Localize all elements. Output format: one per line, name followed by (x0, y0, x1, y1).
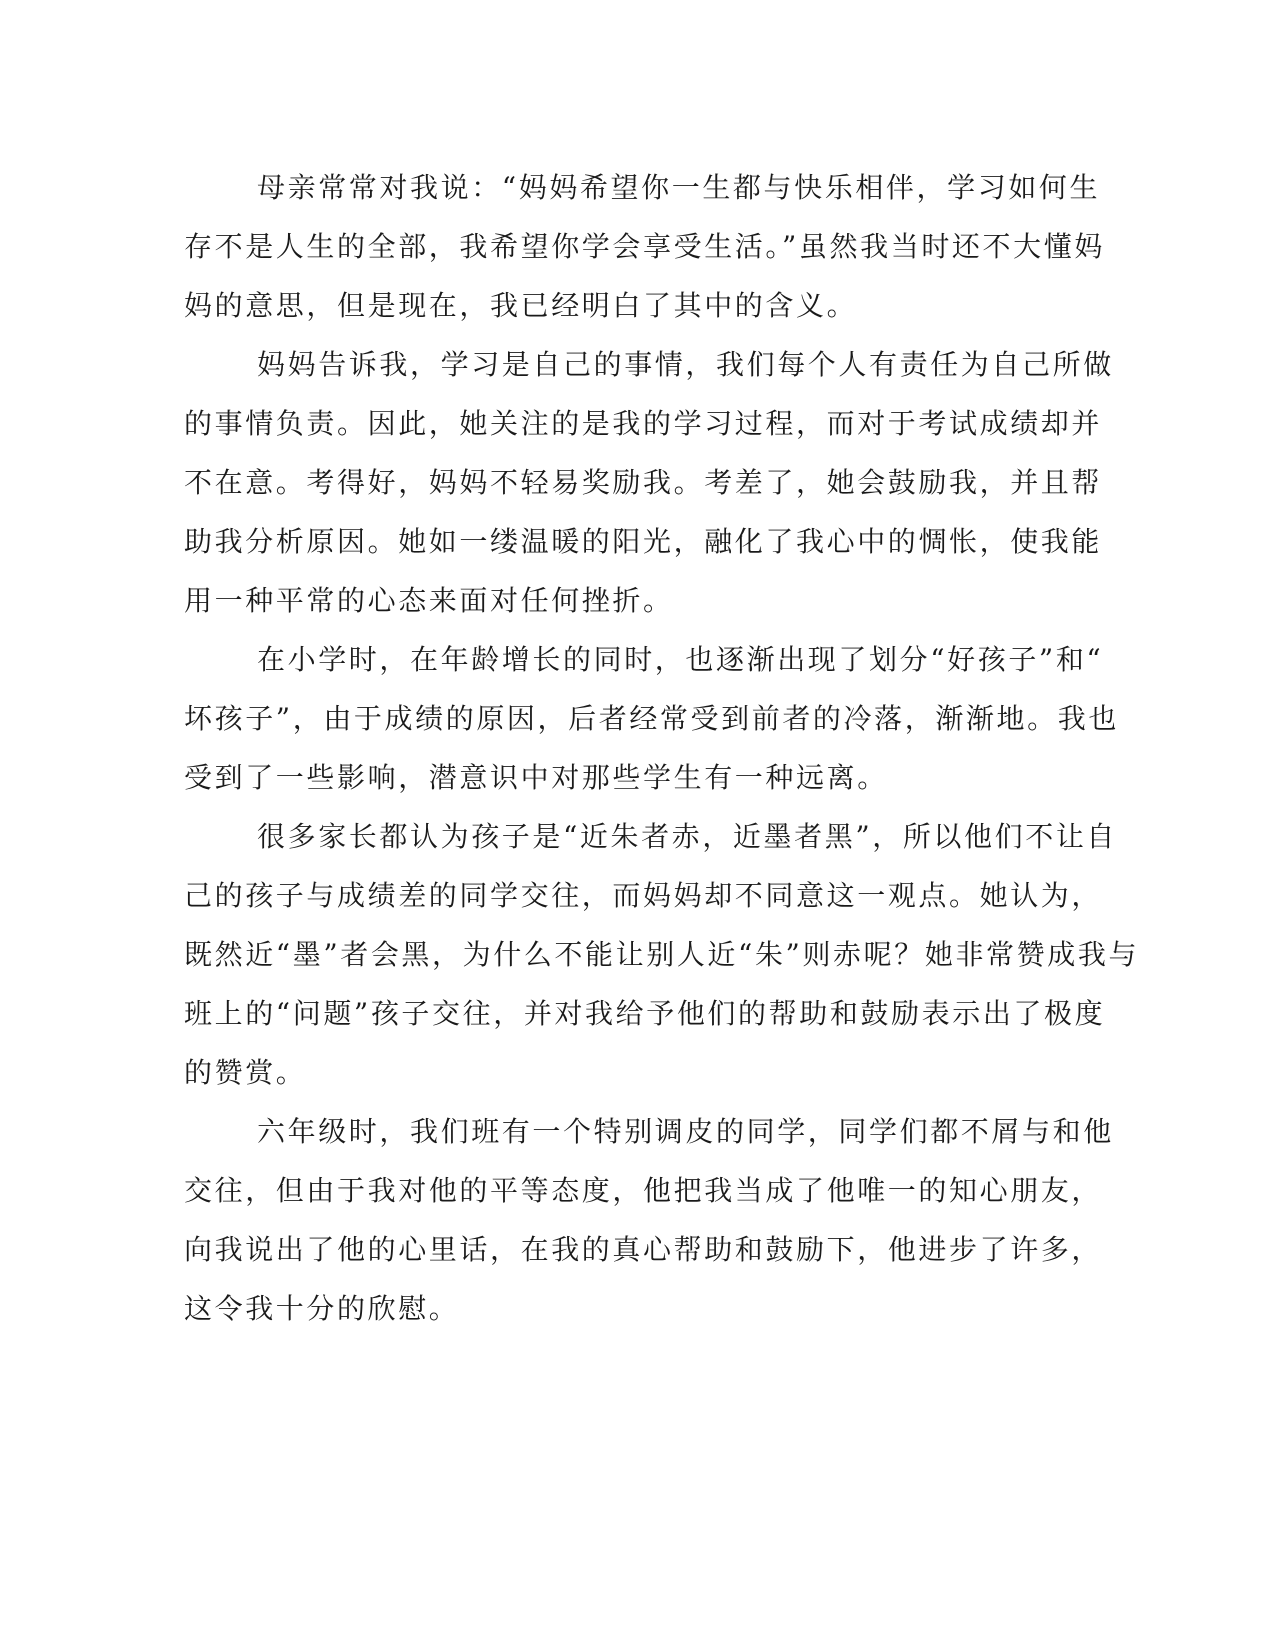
text-line: 妈的意思，但是现在，我已经明白了其中的含义。 (184, 289, 858, 322)
text-line: 这令我十分的欣慰。 (184, 1292, 460, 1325)
paragraph-1 (184, 158, 1105, 335)
text-line: 交往，但由于我对他的平等态度，他把我当成了他唯一的知心朋友， (184, 1174, 1103, 1207)
text-line: 很多家长都认为孩子是“近朱者赤，近墨者黑”，所以他们不让自 (257, 820, 1118, 853)
text-line: 用一种平常的心态来面对任何挫折。 (184, 584, 674, 617)
text-line: 的赞赏。 (184, 1056, 307, 1089)
text-line: 不在意。考得好，妈妈不轻易奖励我。考差了，她会鼓励我，并且帮 (184, 466, 1103, 499)
text-line: 己的孩子与成绩差的同学交往，而妈妈却不同意这一观点。她认为， (184, 879, 1103, 912)
document-body (184, 158, 1140, 1338)
text-line: 存不是人生的全部，我希望你学会享受生活。”虽然我当时还不大懂妈 (184, 230, 1105, 263)
text-line: 向我说出了他的心里话，在我的真心帮助和鼓励下，他进步了许多， (184, 1233, 1103, 1266)
text-line: 六年级时，我们班有一个特别调皮的同学，同学们都不屑与和他 (257, 1115, 1114, 1148)
text-line: 助我分析原因。她如一缕温暖的阳光，融化了我心中的惆怅，使我能 (184, 525, 1103, 558)
paragraph-3 (184, 630, 1119, 807)
paragraph-2 (184, 335, 1114, 630)
text-line: 既然近“墨”者会黑，为什么不能让别人近“朱”则赤呢？她非常赞成我与 (184, 938, 1140, 971)
text-line: 母亲常常对我说：“妈妈希望你一生都与快乐相伴，学习如何生 (257, 171, 1101, 204)
paragraph-4 (184, 807, 1140, 1102)
text-line: 受到了一些影响，潜意识中对那些学生有一种远离。 (184, 761, 888, 794)
text-line: 坏孩子”，由于成绩的原因，后者经常受到前者的冷落，渐渐地。我也 (184, 702, 1119, 735)
text-line: 在小学时，在年龄增长的同时，也逐渐出现了划分“好孩子”和“ (257, 643, 1104, 676)
text-line: 妈妈告诉我，学习是自己的事情，我们每个人有责任为自己所做 (257, 348, 1114, 381)
text-line: 的事情负责。因此，她关注的是我的学习过程，而对于考试成绩却并 (184, 407, 1103, 440)
paragraph-5 (184, 1102, 1114, 1338)
text-line: 班上的“问题”孩子交往，并对我给予他们的帮助和鼓励表示出了极度 (184, 997, 1106, 1030)
